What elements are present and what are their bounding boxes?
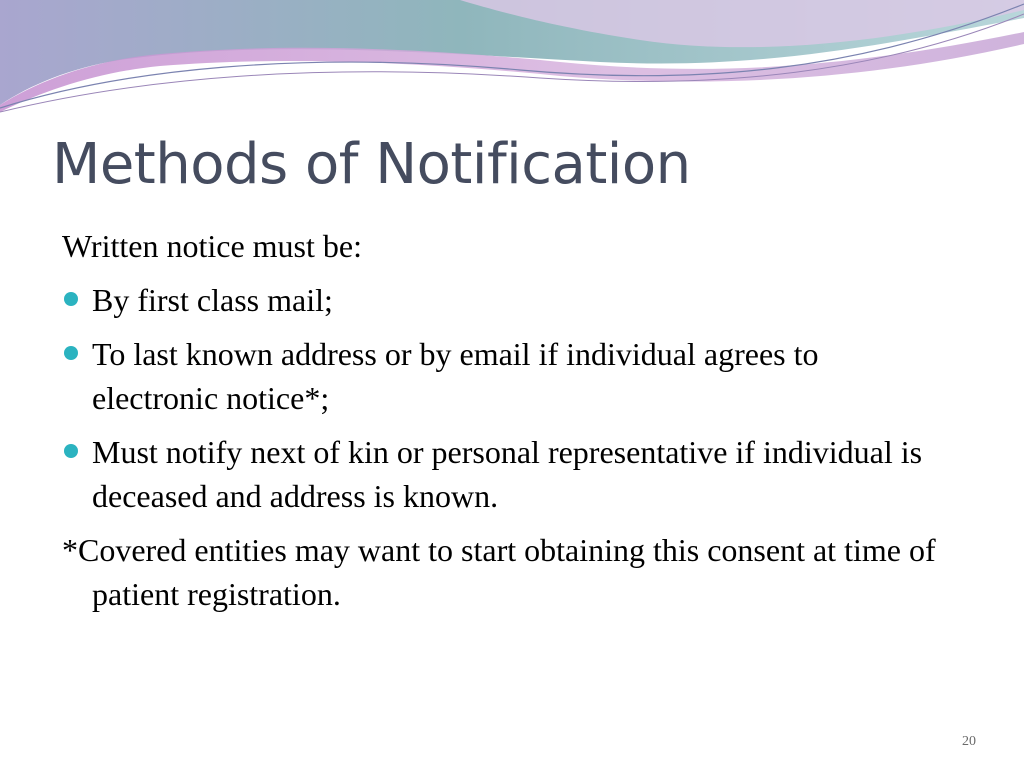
bullet-dot-icon	[64, 292, 78, 306]
intro-text: Written notice must be:	[62, 228, 362, 264]
bullet-dot-icon	[64, 444, 78, 458]
bullet-text: Must notify next of kin or personal representative if individual is deceased and address is known.	[92, 434, 923, 514]
bullet-text: By first class mail;	[92, 282, 333, 318]
bullet-item	[62, 278, 952, 322]
slide-body	[62, 224, 952, 626]
slide-title: Methods of Notification	[52, 132, 691, 197]
footnote-text: *Covered entities may want to start obtaining this consent at time of patient registration.	[62, 532, 936, 612]
slide-number: 20	[962, 734, 976, 749]
bullet-dot-icon	[64, 346, 78, 360]
bullet-item	[62, 430, 952, 518]
header-wave-decoration	[0, 0, 1024, 120]
bullet-text: To last known address or by email if individual agrees to electronic notice*;	[92, 336, 819, 416]
bullet-item	[62, 332, 952, 420]
